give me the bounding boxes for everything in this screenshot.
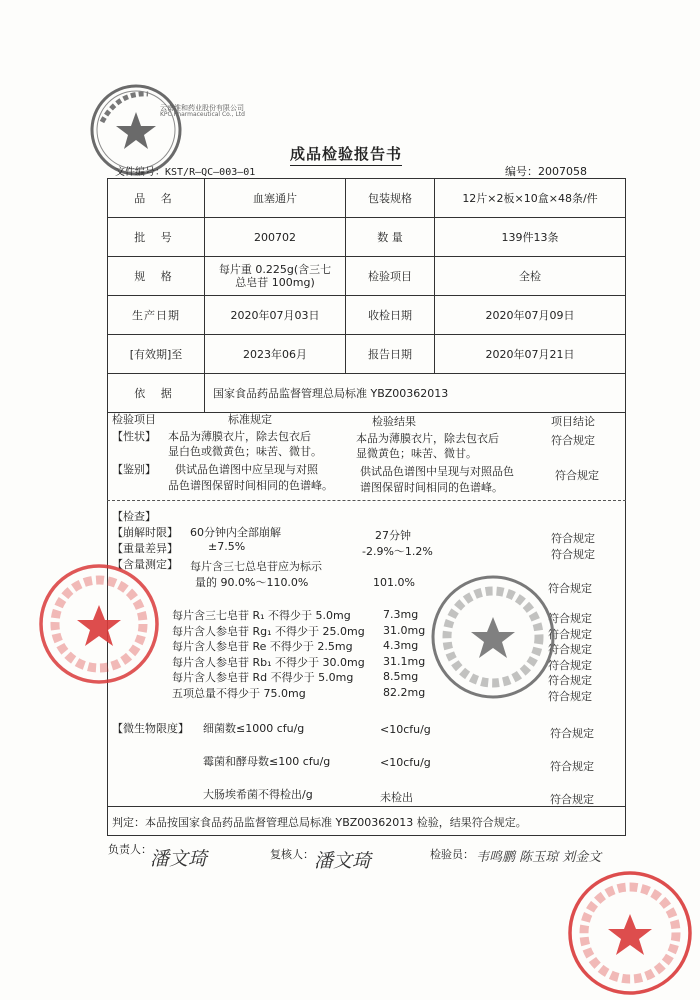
identification-result-2: 谱图保留时间相同的色谱峰。 — [360, 481, 503, 494]
column-result: 检验结果 — [372, 415, 416, 428]
properties-conclusion: 符合规定 — [551, 434, 595, 447]
disintegration-result: 27分钟 — [375, 529, 411, 542]
items-value: 全检 — [435, 257, 626, 296]
inspector-label: 检验员： — [430, 848, 474, 861]
micro-row-result: <10cfu/g — [380, 723, 431, 736]
assay-row-conclusion: 符合规定 — [548, 612, 592, 625]
properties-std-1: 本品为薄膜衣片，除去包衣后 — [168, 430, 311, 443]
weight-std: ±7.5% — [208, 540, 246, 553]
identification-label: 【鉴别】 — [112, 463, 156, 476]
column-standard: 标准规定 — [228, 413, 272, 426]
column-conclusion: 项目结论 — [551, 415, 595, 428]
identification-result-1: 供试品色谱图中呈现与对照品色 — [360, 465, 514, 478]
micro-row-conclusion: 符合规定 — [550, 793, 594, 806]
product-label: 品 名 — [108, 179, 205, 218]
assay-conclusion: 符合规定 — [548, 582, 592, 595]
assay-row-result: 7.3mg — [383, 608, 419, 621]
assay-row-std: 每片含人参皂苷 Rb₁ 不得少于 30.0mg — [172, 655, 365, 669]
responsible-label: 负责人： — [108, 843, 152, 856]
properties-std-2: 显白色或微黄色；味苦、微甘。 — [168, 445, 322, 458]
reviewer-label: 复核人： — [270, 848, 314, 861]
micro-row-std: 细菌数≤1000 cfu/g — [203, 722, 305, 735]
red-seal-left-icon — [35, 560, 163, 688]
column-item: 检验项目 — [112, 413, 156, 426]
spec-line-2: 总皂苷 100mg) — [235, 276, 315, 289]
report-date-label: 报告日期 — [346, 335, 435, 374]
assay-row-result: 82.2mg — [383, 685, 426, 699]
micro-row-conclusion: 符合规定 — [550, 760, 594, 773]
document-number: 文件编号：KST/R—QC—003—01 — [115, 167, 256, 178]
identification-conclusion: 符合规定 — [555, 469, 599, 482]
assay-row-std: 五项总量不得少于 75.0mg — [172, 686, 306, 700]
gray-seal-right-icon — [428, 572, 558, 702]
assay-result: 101.0% — [373, 576, 415, 589]
items-label: 检验项目 — [346, 257, 435, 296]
inspector-signature: 韦鸣鹏 陈玉琼 刘金文 — [476, 850, 602, 865]
reviewer-signature: 潘文琦 — [314, 850, 372, 872]
company-name-cn: 云南维和药业股份有限公司 — [160, 104, 244, 112]
red-seal-bottom-icon — [565, 868, 695, 998]
weight-label: 【重量差异】 — [112, 542, 178, 555]
package-label: 包装规格 — [346, 179, 435, 218]
package-value: 12片×2板×10盒×48条/件 — [435, 179, 626, 218]
assay-row-std: 每片含人参皂苷 Rg₁ 不得少于 25.0mg — [172, 624, 365, 638]
prod-date-label: 生产日期 — [108, 296, 205, 335]
micro-row-result: 未检出 — [380, 791, 413, 804]
receive-date-label: 收检日期 — [346, 296, 435, 335]
micro-row-std: 霉菌和酵母数≤100 cfu/g — [203, 755, 331, 768]
micro-row-std: 大肠埃希菌不得检出/g — [203, 788, 313, 801]
identification-std-2: 品色谱图保留时间相同的色谱峰。 — [168, 479, 333, 492]
assay-row-conclusion: 符合规定 — [548, 674, 592, 687]
conclusion-text: 判定：本品按国家食品药品监督管理总局标准 YBZ00362013 检验，结果符合规定。 — [112, 816, 527, 829]
quantity-value: 139件13条 — [435, 218, 626, 257]
assay-row-result: 31.0mg — [383, 623, 426, 637]
disintegration-label: 【崩解时限】 — [112, 526, 178, 539]
table-row — [108, 335, 626, 374]
identification-std-1: 供试品色谱图中应呈现与对照 — [175, 463, 318, 476]
basis-label: 依 据 — [108, 374, 205, 413]
assay-row-conclusion: 符合规定 — [548, 627, 592, 641]
table-row — [108, 257, 626, 296]
exam-label: 【检查】 — [112, 510, 156, 523]
disintegration-std: 60分钟内全部崩解 — [190, 526, 281, 539]
assay-row-result: 8.5mg — [383, 670, 419, 683]
assay-row-std: 每片含人参皂苷 Rd 不得少于 5.0mg — [172, 671, 354, 684]
assay-row-std: 每片含人参皂苷 Re 不得少于 2.5mg — [172, 640, 353, 653]
assay-row-result: 4.3mg — [383, 639, 419, 652]
assay-row-result: 31.1mg — [383, 654, 426, 668]
spec-label: 规 格 — [108, 257, 205, 296]
assay-std-2: 量的 90.0%～110.0% — [195, 576, 309, 589]
expiry-label: [有效期]至 — [108, 335, 205, 374]
assay-label: 【含量测定】 — [112, 558, 178, 571]
batch-value: 200702 — [205, 218, 346, 257]
assay-row-conclusion: 符合规定 — [548, 689, 592, 703]
product-info-table — [107, 178, 626, 413]
receive-date-value: 2020年07月09日 — [435, 296, 626, 335]
spec-value — [205, 257, 346, 296]
assay-std-1: 每片含三七总皂苷应为标示 — [190, 560, 322, 573]
table-row — [108, 218, 626, 257]
assay-row-std: 每片含三七皂苷 R₁ 不得少于 5.0mg — [172, 609, 351, 622]
table-row — [108, 179, 626, 218]
table-row — [108, 296, 626, 335]
spec-line-1: 每片重 0.225g(含三七 — [218, 263, 332, 276]
report-date-value: 2020年07月21日 — [435, 335, 626, 374]
micro-row-conclusion: 符合规定 — [550, 727, 594, 740]
expiry-value: 2023年06月 — [205, 335, 346, 374]
properties-label: 【性状】 — [112, 430, 156, 443]
batch-label: 批 号 — [108, 218, 205, 257]
page-title: 成品检验报告书 — [290, 143, 402, 166]
quantity-label: 数 量 — [346, 218, 435, 257]
weight-result: -2.9%～1.2% — [362, 545, 433, 558]
assay-row-conclusion: 符合规定 — [548, 658, 592, 672]
responsible-signature: 潘文琦 — [150, 848, 208, 870]
properties-result-2: 显微黄色；味苦、微甘。 — [356, 447, 477, 460]
product-name: 血塞通片 — [205, 179, 346, 218]
basis-value: 国家食品药品监督管理总局标准 YBZ00362013 — [205, 374, 626, 413]
company-name-en: KPC Pharmaceutical Co., Ltd — [160, 111, 245, 118]
disintegration-conclusion: 符合规定 — [551, 532, 595, 545]
prod-date-value: 2020年07月03日 — [205, 296, 346, 335]
micro-label: 【微生物限度】 — [112, 722, 189, 735]
properties-result-1: 本品为薄膜衣片，除去包衣后 — [356, 432, 499, 445]
micro-row-result: <10cfu/g — [380, 756, 431, 769]
report-number: 编号：2007058 — [505, 165, 587, 178]
divider — [107, 500, 626, 501]
assay-row-conclusion: 符合规定 — [548, 643, 592, 656]
weight-conclusion: 符合规定 — [551, 548, 595, 561]
